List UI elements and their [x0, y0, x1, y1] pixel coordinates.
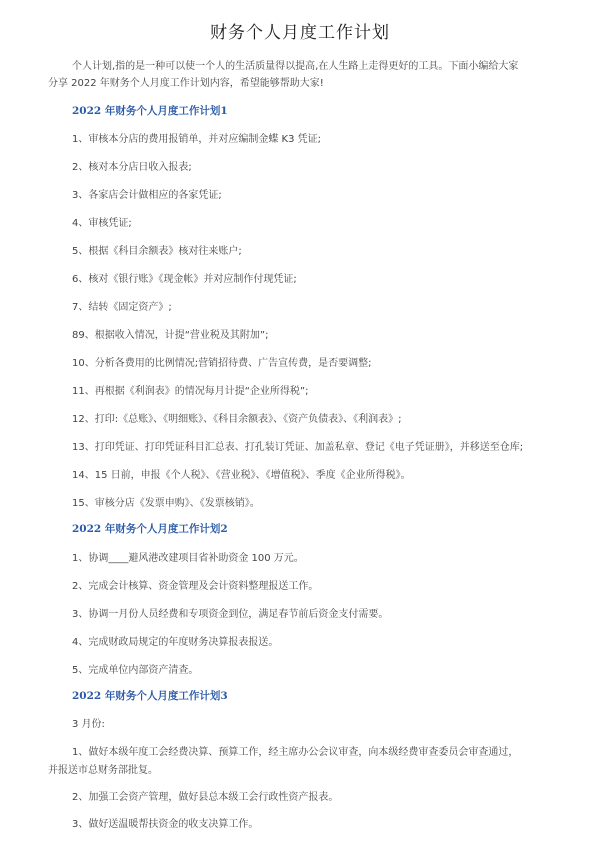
- list-item: 11、再根据《利润表》的情况每月计提“企业所得税”;: [72, 386, 309, 397]
- list-item: 5、完成单位内部资产清查。: [72, 665, 199, 676]
- intro-paragraph: [48, 58, 560, 92]
- section-heading: 2022 年财务个人月度工作计划2: [72, 523, 228, 535]
- list-item: 14、15 日前，申报《个人税》、《营业税》、《增值税》、季度《企业所得税》。: [72, 470, 411, 481]
- list-item: 4、审核凭证;: [72, 218, 132, 229]
- list-item: 1、协调____避风港改建项目省补助资金 100 万元。: [72, 553, 304, 564]
- list-item: 2、核对本分店日收入报表;: [72, 162, 192, 173]
- list-item: 7、结转《固定资产》;: [72, 302, 172, 313]
- page-title: 财务个人月度工作计划: [210, 23, 390, 43]
- list-item: 89、根据收入情况，计提“营业税及其附加”;: [72, 330, 269, 341]
- list-item: 13、打印凭证、打印凭证科目汇总表、打孔装订凭证、加盖私章、登记《电子凭证册》，并移送至仓库;: [72, 442, 524, 453]
- list-item: 12、打印:《总账》、《明细账》、《科目余额表》、《资产负债表》、《利润表》;: [72, 414, 402, 425]
- list-item: 4、完成财政局规定的年度财务决算报表报送。: [72, 637, 279, 648]
- list-item: 3、协调一月份人员经费和专项资金到位，满足春节前后资金支付需要。: [72, 609, 389, 620]
- list-item: 3 月份:: [72, 719, 105, 730]
- section-heading: 2022 年财务个人月度工作计划1: [72, 105, 228, 117]
- intro-line: 分享 2022 年财务个人月度工作计划内容，希望能够帮助大家!: [48, 78, 324, 89]
- list-item: 10、分析各费用的比例情况;营销招待费、广告宣传费，是否要调整;: [72, 358, 372, 369]
- section-heading: 2022 年财务个人月度工作计划3: [72, 690, 228, 702]
- list-item-line: 1、做好本级年度工会经费决算、预算工作，经主席办公会议审查，向本级经费审查委员会审查通过，: [72, 747, 519, 758]
- list-item: 3、做好送温暖帮扶资金的收支决算工作。: [72, 819, 259, 830]
- intro-line: 个人计划,指的是一种可以使一个人的生活质量得以提高,在人生路上走得更好的工具。下面小编给大家: [72, 61, 519, 72]
- list-item: 3、各家店会计做相应的各家凭证;: [72, 190, 222, 201]
- list-item: 1、审核本分店的费用报销单，并对应编制金蝶 K3 凭证;: [72, 134, 322, 145]
- list-item: [48, 743, 518, 776]
- list-item: 2、加强工会资产管理，做好县总本级工会行政性资产报表。: [72, 792, 339, 803]
- list-item: 15、审核分店《发票申购》、《发票核销》。: [72, 498, 260, 509]
- list-item: 6、核对《银行账》《现金帐》并对应制作付现凭证;: [72, 274, 297, 285]
- list-item: 5、根据《科目余额表》核对往来账户;: [72, 246, 242, 257]
- list-item-line: 并报送市总财务部批复。: [48, 765, 158, 776]
- list-item: 2、完成会计核算、资金管理及会计资料整理报送工作。: [72, 581, 319, 592]
